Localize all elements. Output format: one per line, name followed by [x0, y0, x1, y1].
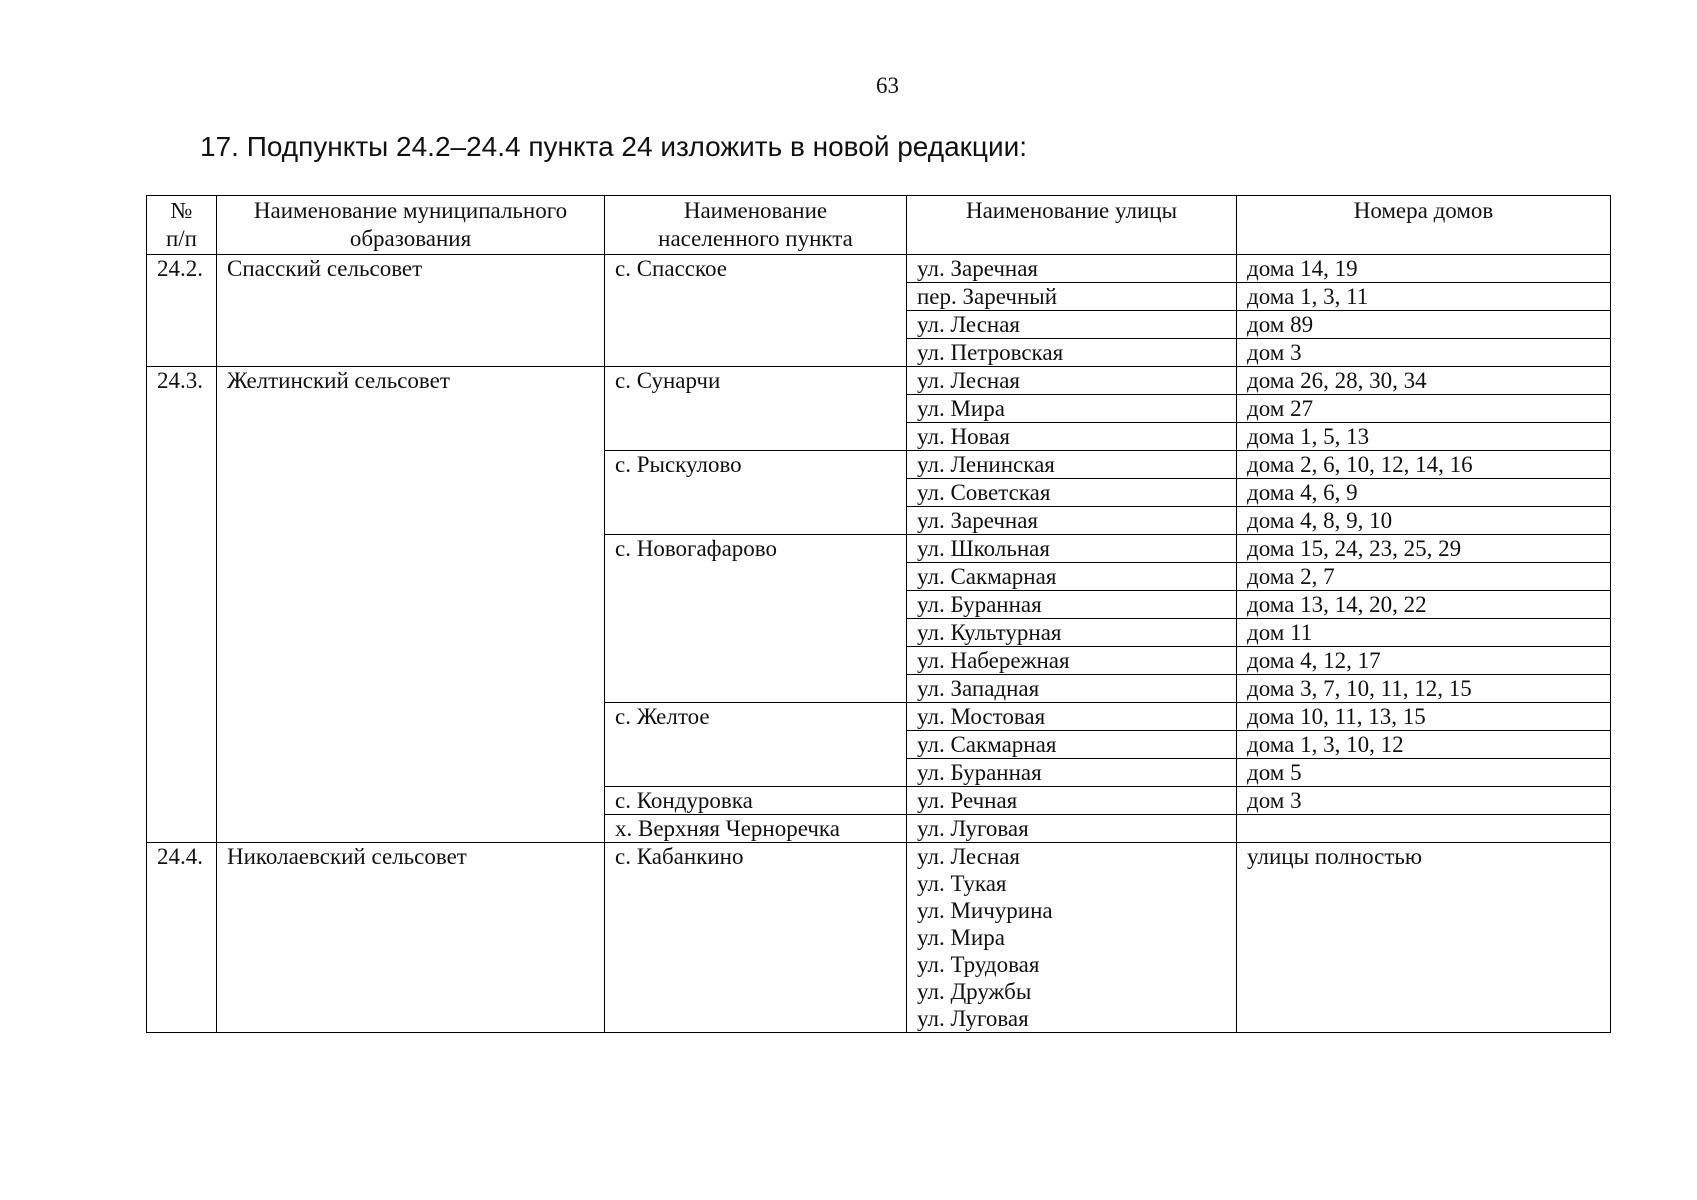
- cell-houses: дома 2, 6, 10, 12, 14, 16: [1237, 451, 1611, 479]
- cell-street: ул. Сакмарная: [907, 563, 1237, 591]
- cell-street: ул. Набережная: [907, 647, 1237, 675]
- cell-houses: дом 11: [1237, 619, 1611, 647]
- cell-houses: дома 4, 12, 17: [1237, 647, 1611, 675]
- cell-houses: дома 26, 28, 30, 34: [1237, 367, 1611, 395]
- cell-houses: дома 1, 3, 10, 12: [1237, 731, 1611, 759]
- addresses-table: [146, 195, 1611, 1033]
- cell-houses: дома 15, 24, 23, 25, 29: [1237, 535, 1611, 563]
- cell-municipality: Спасский сельсовет: [217, 255, 605, 367]
- cell-houses: дома 1, 5, 13: [1237, 423, 1611, 451]
- cell-houses: дом 27: [1237, 395, 1611, 423]
- cell-street: ул. Культурная: [907, 619, 1237, 647]
- cell-houses: дома 3, 7, 10, 11, 12, 15: [1237, 675, 1611, 703]
- cell-houses: дома 4, 6, 9: [1237, 479, 1611, 507]
- cell-street: ул. Лесная: [907, 311, 1237, 339]
- cell-houses: дома 2, 7: [1237, 563, 1611, 591]
- cell-street: ул. Западная: [907, 675, 1237, 703]
- cell-houses: дом 5: [1237, 759, 1611, 787]
- cell-settlement: х. Верхняя Черноречка: [605, 815, 907, 843]
- cell-number: 24.2.: [147, 255, 217, 367]
- cell-street: ул. Советская: [907, 479, 1237, 507]
- cell-houses: улицы полностью: [1237, 843, 1611, 1033]
- cell-settlement: с. Кабанкино: [605, 843, 907, 1033]
- table-header-row: [147, 196, 1611, 255]
- cell-houses: дом 3: [1237, 787, 1611, 815]
- cell-street: ул. Ленинская: [907, 451, 1237, 479]
- cell-street: ул. Петровская: [907, 339, 1237, 367]
- cell-street: ул. Буранная: [907, 759, 1237, 787]
- cell-street: ул. Луговая: [907, 815, 1237, 843]
- table-row: [147, 367, 1611, 395]
- cell-street: ул. Школьная: [907, 535, 1237, 563]
- cell-houses: [1237, 815, 1611, 843]
- cell-street: ул. Мира: [907, 395, 1237, 423]
- header-municipality: Наименование муниципального образования: [217, 196, 605, 255]
- street-list-item: ул. Трудовая: [917, 952, 1040, 977]
- table-body: [147, 255, 1611, 1033]
- street-list-item: ул. Мичурина: [917, 898, 1053, 923]
- cell-number: 24.4.: [147, 843, 217, 1033]
- cell-street: ул. Лесная: [907, 367, 1237, 395]
- cell-houses: дом 89: [1237, 311, 1611, 339]
- section-heading: 17. Подпункты 24.2–24.4 пункта 24 изложить в новой редакции:: [200, 131, 1028, 162]
- header-street: Наименование улицы: [907, 196, 1237, 255]
- cell-street: ул. Заречная: [907, 507, 1237, 535]
- cell-street-list: [907, 843, 1237, 1033]
- cell-municipality: Николаевский сельсовет: [217, 843, 605, 1033]
- cell-houses: дома 4, 8, 9, 10: [1237, 507, 1611, 535]
- cell-houses: дома 1, 3, 11: [1237, 283, 1611, 311]
- street-list-item: ул. Лесная: [917, 844, 1020, 869]
- header-num: № п/п: [147, 196, 217, 255]
- cell-street: ул. Речная: [907, 787, 1237, 815]
- street-list-item: ул. Луговая: [917, 1006, 1029, 1031]
- cell-houses: дома 14, 19: [1237, 255, 1611, 283]
- table-row: [147, 255, 1611, 283]
- cell-municipality: Желтинский сельсовет: [217, 367, 605, 843]
- cell-number: 24.3.: [147, 367, 217, 843]
- cell-houses: дома 10, 11, 13, 15: [1237, 703, 1611, 731]
- cell-street: ул. Заречная: [907, 255, 1237, 283]
- cell-settlement: с. Спасское: [605, 255, 907, 367]
- cell-settlement: с. Сунарчи: [605, 367, 907, 451]
- cell-street: ул. Мостовая: [907, 703, 1237, 731]
- cell-street: ул. Новая: [907, 423, 1237, 451]
- cell-settlement: с. Желтое: [605, 703, 907, 787]
- page-number: 63: [876, 73, 899, 98]
- street-list-item: ул. Мира: [917, 925, 1005, 950]
- cell-settlement: с. Кондуровка: [605, 787, 907, 815]
- street-list-item: ул. Дружбы: [917, 979, 1032, 1004]
- cell-settlement: с. Новогафарово: [605, 535, 907, 703]
- cell-street: пер. Заречный: [907, 283, 1237, 311]
- header-settlement: Наименование населенного пункта: [605, 196, 907, 255]
- cell-houses: дома 13, 14, 20, 22: [1237, 591, 1611, 619]
- street-list-item: ул. Тукая: [917, 871, 1007, 896]
- cell-settlement: с. Рыскулово: [605, 451, 907, 535]
- cell-street: ул. Буранная: [907, 591, 1237, 619]
- cell-houses: дом 3: [1237, 339, 1611, 367]
- table-row: [147, 843, 1611, 1033]
- cell-street: ул. Сакмарная: [907, 731, 1237, 759]
- header-houses: Номера домов: [1237, 196, 1611, 255]
